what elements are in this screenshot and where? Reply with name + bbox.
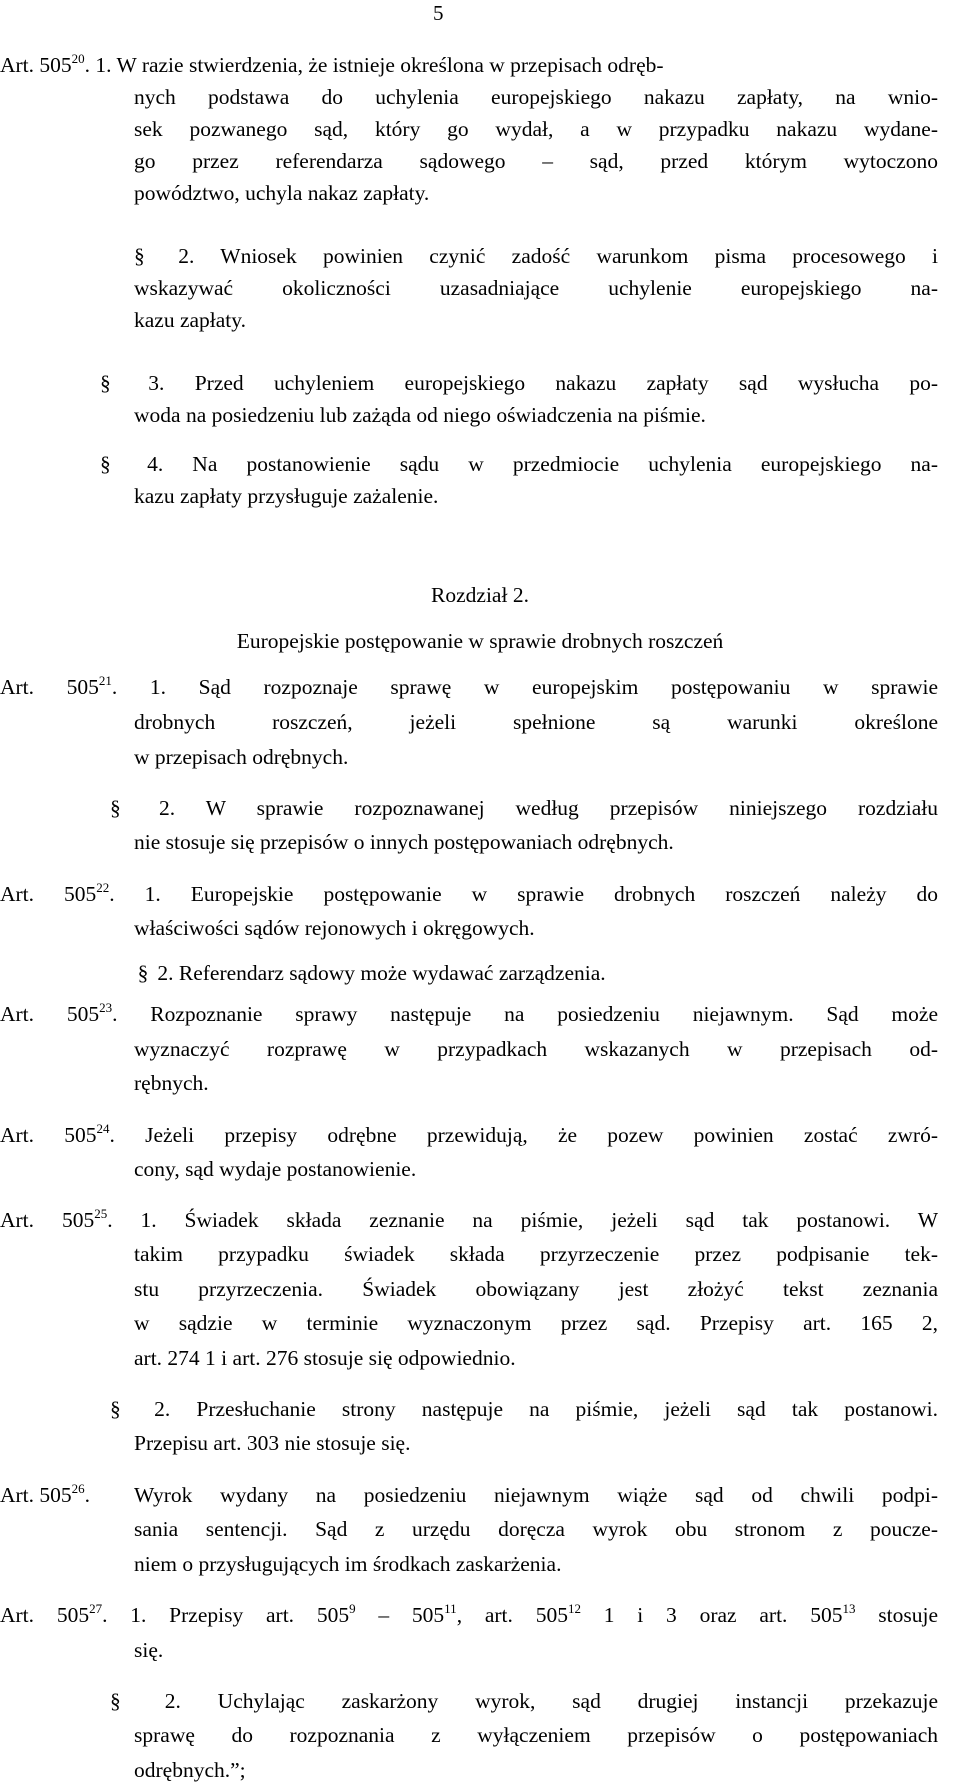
text-line: się. [134,1638,164,1662]
paragraph-line: § 2. Uchylając zaskarżony wyrok, sąd drugiej instancji przekazuje [110,1683,938,1719]
article-heading: Art. $505^{23}$. Rozpoznanie sprawy następuje na posiedzeniu niejawnym. Sąd może [0,1000,938,1026]
text-line: odrębnych.”; [134,1758,246,1782]
section-sign: § [100,452,111,476]
text-line: takim przypadku świadek składa przyrzeczenie przez podpisanie tek- [134,1242,938,1266]
article-heading: Art. $505^{26}$. [0,1481,91,1507]
chapter-number: Rozdział 2. [431,583,529,607]
text-line: art. 274 1 i art. 276 stosuje się odpowiednio. [134,1346,516,1370]
article-heading: Art. $505^{27}$. 1. Przepisy art. $505^9 - 505^{11}$, art. $505^{12}$ 1 i 3 oraz art. $505^{13}$ stosuje [0,1601,938,1627]
article-heading: Art. $505^{21}$. 1. Sąd rozpoznaje sprawę w europejskim postępowaniu w sprawie [0,673,938,699]
text-line: powództwo, uchyla nakaz zapłaty. [134,181,430,205]
section-sign: § [137,961,149,985]
article-heading: Art. $505^{22}$. 1. Europejskie postępowanie w sprawie drobnych roszczeń należy do [0,880,938,906]
section-sign: § [134,244,145,268]
text-line: rębnych. [134,1071,209,1095]
text-line: wskazywać okoliczności uzasadniające uchylenie europejskiego na- [134,276,938,300]
section-sign: § [100,371,111,395]
article-heading: Art. $505^{24}$. Jeżeli przepisy odrębne przewidują, że pozew powinien zostać zwró- [0,1121,938,1147]
paragraph-line: § 2. W sprawie rozpoznawanej według przepisów niniejszego rozdziału [110,790,938,826]
paragraph-line: § 2. Wniosek powinien czynić zadość warunkom pisma procesowego i [134,238,938,274]
paragraph-line: § 4. Na postanowienie sądu w przedmiocie uchylenia europejskiego na- [100,446,938,482]
paragraph-line: § 2. Referendarz sądowy może wydawać zarządzenia. [134,955,606,991]
text-line: sek pozwanego sąd, który go wydał, a w przypadku nakazu wydane- [134,117,938,141]
text-line: nych podstawa do uchylenia europejskiego nakazu zapłaty, na wnio- [134,85,938,109]
section-sign: § [110,1397,121,1421]
text-line: niem o przysługujących im środkach zaskarżenia. [134,1552,562,1576]
paragraph-line: § 3. Przed uchyleniem europejskiego nakazu zapłaty sąd wysłucha po- [100,365,938,401]
text-line: stu przyrzeczenia. Świadek obowiązany jest złożyć tekst zeznania [134,1277,938,1301]
text-line: w sądzie w terminie wyznaczonym przez sąd. Przepisy art. 165 2, [134,1311,938,1335]
text-line: cony, sąd wydaje postanowienie. [134,1157,417,1181]
section-sign: § [110,796,121,820]
text-line: kazu zapłaty przysługuje zażalenie. [134,484,439,508]
chapter-title: Europejskie postępowanie w sprawie drobnych roszczeń [236,629,724,653]
text-line: sprawę do rozpoznania z wyłączeniem przepisów o postępowaniach [134,1723,938,1747]
text-line: kazu zapłaty. [134,308,247,332]
paragraph-line: § 2. Przesłuchanie strony następuje na piśmie, jeżeli sąd tak postanowi. [110,1391,938,1427]
text-line: sania sentencji. Sąd z urzędu doręcza wyrok obu stronom z poucze- [134,1517,938,1541]
text-line: nie stosuje się przepisów o innych postępowaniach odrębnych. [134,830,674,854]
text-line: woda na posiedzeniu lub zażąda od niego oświadczenia na piśmie. [134,403,706,427]
text-line: Przepisu art. 303 nie stosuje się. [134,1431,411,1455]
text-line: drobnych roszczeń, jeżeli spełnione są warunki określone [134,710,938,734]
text-line: w przepisach odrębnych. [134,745,349,769]
page-number: 5 [433,1,444,25]
article-heading: Art. $505^{25}$. 1. Świadek składa zeznanie na piśmie, jeżeli sąd tak postanowi. W [0,1206,938,1232]
section-sign: § [110,1689,121,1713]
text-line: wyznaczyć rozprawę w przypadkach wskazanych w przepisach od- [134,1037,938,1061]
text-line: go przez referendarza sądowego – sąd, przed którym wytoczono [134,149,938,173]
article-heading: Art. $505^{20}$. 1. W razie stwierdzenia, że istnieje określona w przepisach odręb- [0,51,664,77]
text-line: Wyrok wydany na posiedzeniu niejawnym wiąże sąd od chwili podpi- [134,1483,938,1507]
text-line: właściwości sądów rejonowych i okręgowych. [134,916,535,940]
